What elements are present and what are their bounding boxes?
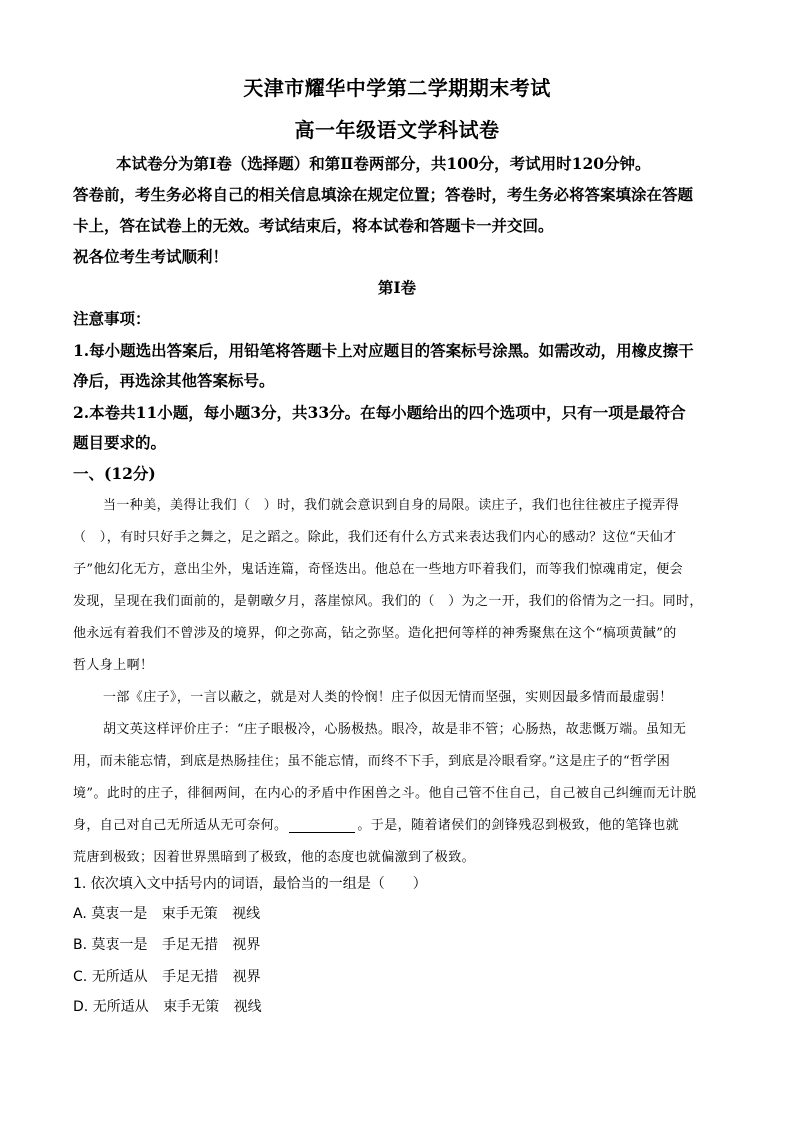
- option-word: 视界: [232, 937, 261, 953]
- option-word: 莫衷一是: [91, 937, 148, 953]
- option-d: [73, 996, 272, 1016]
- passage-p3-line-3: 境”。此时的庄子，徘徊两间，在内心的矛盾中作困兽之斗。他自己管不住自己，自己被自己纠缠而无计脱: [73, 786, 697, 801]
- notice-2-line-1: 2.本卷共11小题，每小题3分，共33分。在每小题给出的四个选项中，只有一项是最符合: [73, 403, 686, 422]
- option-word: 无所适从: [91, 969, 148, 985]
- option-label: A.: [73, 906, 87, 922]
- passage-p1-line-4: 发现，呈现在我们面前的，是朝暾夕月，落崖惊风。我们的（ ）为之一开，我们的俗情为之一扫。同时，: [73, 594, 703, 609]
- passage-p2-line-1: 一部《庄子》，一言以蔽之，就是对人类的怜悯！庄子似因无情而坚强，实则因最多情而最虚弱！: [103, 690, 673, 705]
- option-a: [73, 903, 270, 923]
- passage-p3-line-1: 胡文英这样评价庄子：“庄子眼极冷，心肠极热。眼冷，故是非不管；心肠热，故悲慨万端。虽知无: [103, 722, 687, 737]
- intro-line-2: 答卷前，考生务必将自己的相关信息填涂在规定位置；答卷时，考生务必将答案填涂在答题: [73, 185, 694, 204]
- fill-in-blank: [289, 818, 355, 833]
- section-title: 第Ⅰ卷: [377, 278, 417, 297]
- notice-1-line-1: 1.每小题选出答案后，用铅笔将答题卡上对应题目的答案标号涂黑。如需改动，用橡皮擦干: [73, 341, 694, 360]
- passage-p1-line-2: （ ），有时只好手之舞之，足之蹈之。除此，我们还有什么方式来表达我们内心的感动？这位“天仙才: [73, 530, 677, 545]
- option-word: 手足无措: [161, 937, 218, 953]
- intro-line-1: 本试卷分为第Ⅰ卷（选择题）和第Ⅱ卷两部分，共100分，考试用时120分钟。: [116, 154, 651, 173]
- option-word: 束手无策: [163, 999, 220, 1015]
- option-c: [73, 966, 271, 986]
- passage-p1-line-1: 当一种美，美得让我们（ ）时，我们就会意识到自身的局限。读庄子，我们也往往被庄子搅弄得: [103, 498, 680, 513]
- passage-p3-line-2: 用，而未能忘情，到底是热肠挂住；虽不能忘情，而终不下手，到底是冷眼看穿。”这是庄子的“哲学困: [73, 754, 671, 769]
- option-word: 手足无措: [162, 969, 219, 985]
- option-b: [73, 934, 270, 954]
- exam-subtitle: 高一年级语文学科试卷: [294, 118, 500, 142]
- option-word: 视界: [232, 969, 261, 985]
- notice-1-line-2: 净后，再选涂其他答案标号。: [73, 371, 275, 390]
- option-word: 视线: [232, 906, 261, 922]
- passage-p3-line-4: [73, 814, 723, 833]
- notice-heading: 注意事项：: [73, 309, 151, 328]
- option-word: 视线: [233, 999, 262, 1015]
- option-label: C.: [73, 969, 88, 985]
- question-1-stem: 1. 依次填入文中括号内的词语，最恰当的一组是（ ）: [73, 876, 427, 892]
- passage-p1-line-3: 子”他幻化无方，意出尘外，鬼话连篇，奇怪迭出。他总在一些地方吓着我们，而等我们惊魂甫定，便会: [73, 562, 684, 577]
- intro-line-3: 卡上，答在试卷上的无效。考试结束后，将本试卷和答题卡一并交回。: [73, 216, 554, 235]
- option-label: B.: [73, 937, 88, 953]
- option-word: 无所适从: [92, 999, 149, 1015]
- passage-p1-line-5: 他永远有着我们不曾涉及的境界，仰之弥高，钻之弥坚。造化把何等样的神秀聚焦在这个“槁项黄馘”的: [73, 626, 677, 641]
- passage-p3-line-5: 荒唐到极致；因着世界黑暗到了极致，他的态度也就偏激到了极致。: [73, 850, 476, 865]
- option-word: 束手无策: [161, 906, 218, 922]
- passage-p3-line-4-end: 。于是，随着诸侯们的剑锋残忍到极致，他的笔锋也就: [357, 818, 680, 833]
- passage-p3-line-4-start: 身，自己对自己无所适从无可奈何。: [73, 818, 288, 833]
- intro-line-4: 祝各位考生考试顺利！: [73, 247, 229, 266]
- passage-p1-line-6: 哲人身上啊！: [73, 658, 154, 673]
- option-label: D.: [73, 999, 89, 1015]
- part-heading: 一、(12分): [73, 464, 156, 483]
- exam-title: 天津市耀华中学第二学期期末考试: [243, 76, 551, 100]
- option-word: 莫衷一是: [91, 906, 148, 922]
- notice-2-line-2: 题目要求的。: [73, 433, 167, 452]
